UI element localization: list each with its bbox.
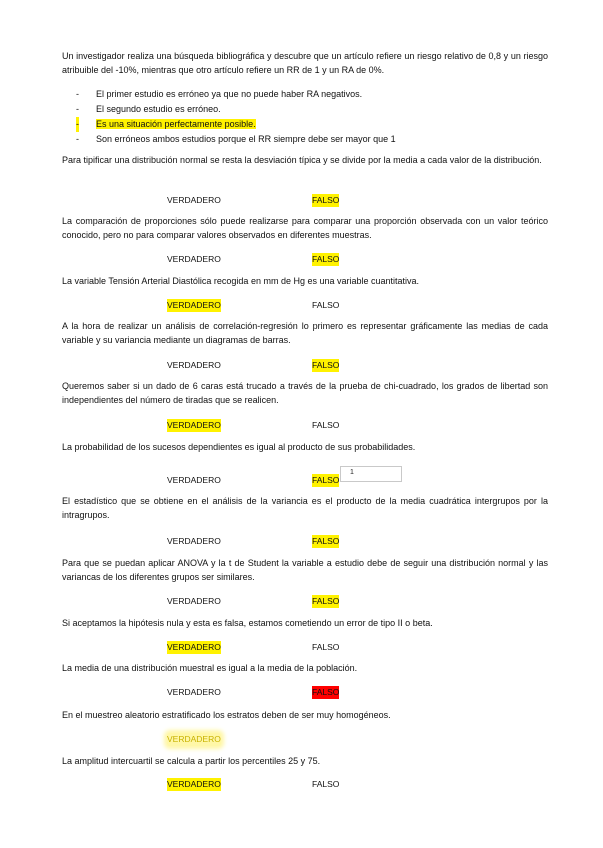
question-2: La comparación de proporciones sólo puede realizarse para comparar una proporción observada con un valor teórico conocido, pero no para comparar valores observados en diferentes muestras. [62, 216, 548, 240]
question-1: Para tipificar una distribución normal se resta la desviación típica y se divide por la media a cada valor de la distribución. [62, 155, 542, 165]
question-8: Para que se puedan aplicar ANOVA y la t de Student la variable a estudio debe de seguir una distribución normal y las variancas de los diferentes grupos ser similares. [62, 558, 548, 582]
intro-question: Un investigador realiza una búsqueda bibliográfica y descubre que un artículo refiere un riesgo relativo de 0,8 y un riesgo atribuible del -10%, mientras que otro artículo refiere un RR de 1 y un RA de 0%. [62, 51, 548, 75]
option-2: - El segundo estudio es erróneo. [76, 104, 221, 114]
q9-true-selected: VERDADERO [167, 642, 221, 652]
question-12: La amplitud intercuartil se calcula a partir los percentiles 25 y 75. [62, 756, 321, 766]
question-7: El estadístico que se obtiene en el análisis de la variancia es el producto de la media cuadrática intergrupos por la intragrupos. [62, 496, 548, 520]
q11-true-faded: VERDADERO [167, 734, 221, 744]
q4-false-selected: FALSO [312, 360, 340, 370]
q5-false: FALSO [312, 420, 340, 430]
q4-true: VERDADERO [167, 360, 221, 370]
q2-false-selected: FALSO [312, 254, 340, 264]
question-5: Queremos saber si un dado de 6 caras está trucado a través de la prueba de chi-cuadrado, los grados de libertad son independientes del número de tiradas que se realicen. [62, 381, 548, 405]
q12-false: FALSO [312, 779, 340, 789]
question-6: La probabilidad de los sucesos dependientes es igual al producto de sus probabilidades. [62, 442, 416, 452]
question-10: La media de una distribución muestral es igual a la media de la población. [62, 663, 358, 673]
q3-true-selected: VERDADERO [167, 300, 221, 310]
q1-true: VERDADERO [167, 195, 221, 205]
q6-true: VERDADERO [167, 475, 221, 485]
q10-false-marked: FALSO [312, 687, 340, 697]
question-11: En el muestreo aleatorio estratificado los estratos deben de ser muy homogéneos. [62, 710, 391, 720]
q1-false-selected: FALSO [312, 195, 340, 205]
option-3-correct: - Es una situación perfectamente posible. [62, 117, 396, 132]
q7-false-selected: FALSO [312, 536, 340, 546]
options-list [62, 87, 396, 147]
q8-true: VERDADERO [167, 596, 221, 606]
option-4: - Son erróneos ambos estudios porque el RR siempre debe ser mayor que 1 [76, 134, 396, 144]
q3-false: FALSO [312, 300, 340, 310]
q6-false-selected: FALSO [312, 475, 340, 485]
q8-false-selected: FALSO [312, 596, 340, 606]
q5-true-selected: VERDADERO [167, 420, 221, 430]
q9-false: FALSO [312, 642, 340, 652]
question-4: A la hora de realizar un análisis de correlación-regresión lo primero es representar gráficamente las medias de cada variable y su variancia mediante un diagramas de barras. [62, 321, 548, 345]
q10-true: VERDADERO [167, 687, 221, 697]
question-3: La variable Tensión Arterial Diastólica recogida en mm de Hg es una variable cuantitativa. [62, 276, 420, 286]
q2-true: VERDADERO [167, 254, 221, 264]
q7-true: VERDADERO [167, 536, 221, 546]
option-1: - El primer estudio es erróneo ya que no puede haber RA negativos. [76, 89, 363, 99]
q12-true-selected: VERDADERO [167, 779, 221, 789]
answer-number-field[interactable]: 1 [340, 466, 402, 482]
question-9: Si aceptamos la hipótesis nula y esta es falsa, estamos cometiendo un error de tipo II o beta. [62, 618, 433, 628]
